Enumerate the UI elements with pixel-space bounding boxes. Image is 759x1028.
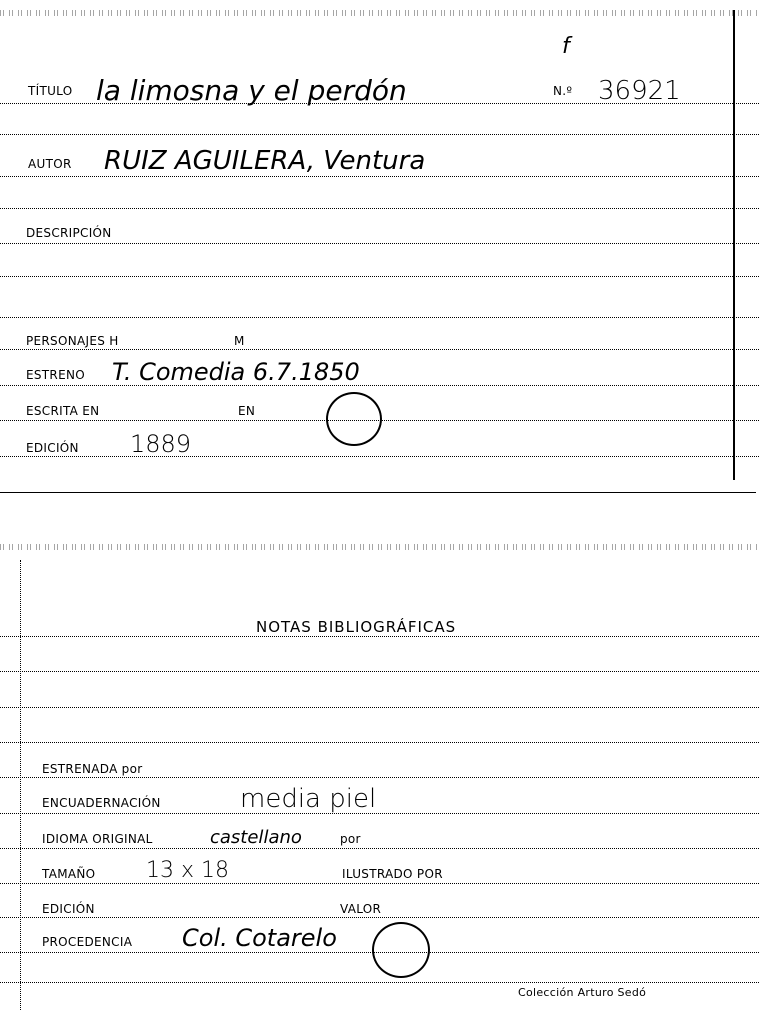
- label-descripcion: DESCRIPCIÓN: [26, 226, 112, 240]
- mark-f: f: [562, 34, 570, 59]
- value-edicion: 1889: [130, 430, 192, 458]
- catalog-card-front: [0, 0, 759, 500]
- card-top-edge: [0, 10, 759, 16]
- card-top-edge-back: [0, 544, 759, 550]
- line-edicion: [0, 455, 759, 457]
- value-numero: 36921: [598, 76, 681, 106]
- label-valor: VALOR: [340, 902, 382, 916]
- value-tamano: 13 x 18: [146, 858, 229, 883]
- line-blank-1: [0, 133, 759, 135]
- label-escrita-en: ESCRITA EN: [26, 404, 100, 418]
- label-titulo: TÍTULO: [28, 84, 73, 98]
- value-titulo: la limosna y el perdón: [96, 74, 407, 107]
- card-bottom-edge: [0, 492, 756, 493]
- label-autor: AUTOR: [28, 157, 72, 171]
- label-ilustrado: ILUSTRADO POR: [342, 867, 443, 881]
- line-blank-2: [0, 207, 759, 209]
- line-descripcion: [0, 242, 759, 244]
- line-blank-4: [0, 316, 759, 318]
- line-notas: [0, 635, 759, 637]
- punch-hole-circle-back: [372, 922, 430, 978]
- line-personajes: [0, 348, 759, 350]
- card-left-edge-back: [20, 560, 22, 1010]
- line-encuadernacion: [0, 812, 759, 814]
- line-autor: [0, 175, 759, 177]
- line-blank-3: [0, 275, 759, 277]
- value-idioma: castellano: [210, 827, 302, 848]
- label-procedencia: PROCEDENCIA: [42, 935, 133, 949]
- line-tamano: [0, 882, 759, 884]
- line-idioma: [0, 847, 759, 849]
- label-estreno: ESTRENO: [26, 368, 85, 382]
- line-blank-b3: [0, 741, 759, 743]
- label-idioma: IDIOMA ORIGINAL: [42, 832, 153, 846]
- label-idioma-por: por: [340, 832, 361, 846]
- label-numero: N.º: [553, 84, 573, 98]
- value-estreno: T. Comedia 6.7.1850: [112, 358, 360, 386]
- label-personajes-m: M: [234, 334, 245, 348]
- value-procedencia: Col. Cotarelo: [182, 924, 337, 952]
- line-blank-b2: [0, 706, 759, 708]
- label-estrenada: ESTRENADA por: [42, 762, 143, 776]
- line-estrenada: [0, 776, 759, 778]
- label-edicion: EDICIÓN: [26, 441, 79, 455]
- label-edicion-back: EDICIÓN: [42, 902, 95, 916]
- value-autor: RUIZ AGUILERA, Ventura: [104, 146, 426, 176]
- label-tamano: TAMAÑO: [42, 867, 96, 881]
- line-blank-b1: [0, 670, 759, 672]
- label-en: EN: [238, 404, 256, 418]
- line-titulo: [0, 102, 759, 104]
- value-encuadernacion: media piel: [240, 784, 377, 814]
- line-estreno: [0, 384, 759, 386]
- label-personajes: PERSONAJES H: [26, 334, 119, 348]
- card-right-edge: [733, 10, 735, 480]
- punch-hole-circle: [326, 392, 382, 446]
- line-bottom-back: [0, 981, 759, 983]
- heading-notas: NOTAS BIBLIOGRÁFICAS: [256, 618, 457, 636]
- footer-coleccion: Colección Arturo Sedó: [518, 986, 647, 999]
- label-encuadernacion: ENCUADERNACIÓN: [42, 796, 161, 810]
- catalog-card-back: [0, 540, 759, 1028]
- line-edicion-back: [0, 916, 759, 918]
